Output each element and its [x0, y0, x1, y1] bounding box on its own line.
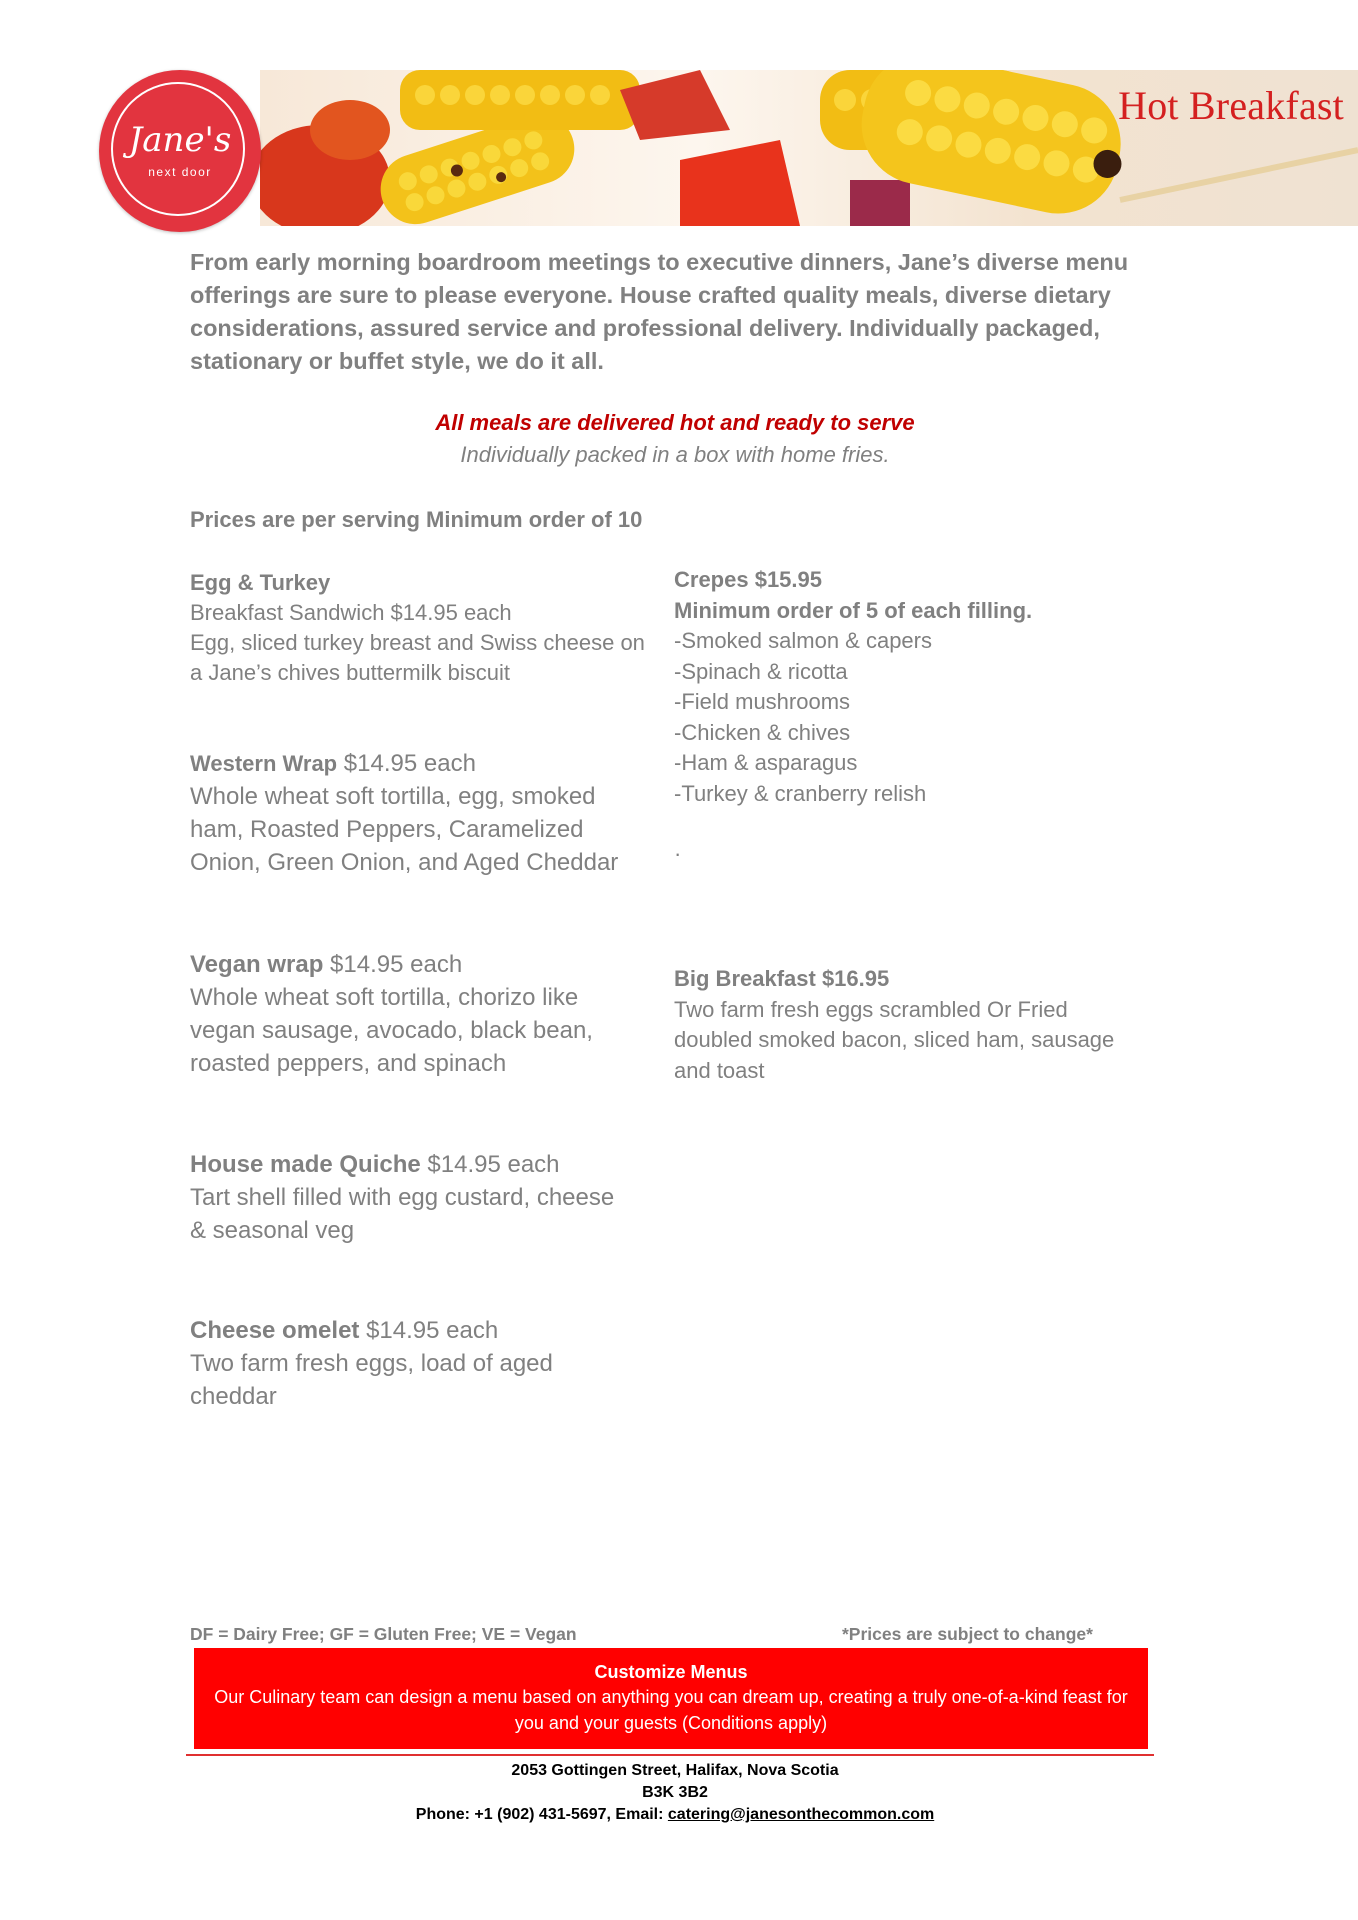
packaging-note: Individually packed in a box with home fries.	[460, 442, 890, 467]
item-line: Whole wheat soft tortilla, egg, smoked	[190, 783, 596, 810]
menu-item-vegan-wrap	[190, 948, 660, 1080]
item-line: Whole wheat soft tortilla, chorizo like	[190, 984, 579, 1011]
item-heading	[190, 1314, 660, 1347]
crepe-filling: -Spinach & ricotta	[674, 658, 848, 684]
item-line: & seasonal veg	[190, 1217, 355, 1244]
menu-item-big-breakfast	[674, 964, 1174, 1086]
diet-legend: DF = Dairy Free; GF = Gluten Free; VE = Vegan	[190, 1624, 577, 1644]
item-price: $14.95 each	[337, 750, 476, 777]
logo-name: Jane's	[128, 120, 232, 160]
crepe-filling: -Field mushrooms	[674, 689, 851, 714]
item-heading	[190, 1148, 660, 1181]
email-link[interactable]: catering@janesonthecommon.com	[667, 1806, 935, 1823]
item-line: and toast	[674, 1057, 765, 1083]
item-name: Western Wrap	[190, 751, 338, 776]
item-name: Cheese omelet	[190, 1317, 360, 1344]
item-price: $14.95 each	[420, 1151, 560, 1178]
intro-paragraph: From early morning boardroom meetings to executive dinners, Jane’s diverse menu offerings are sure to please everyone. House crafted quality meals, diverse dietary considerations, assured service and professional delivery. Individually packaged, stationary or buffet style, we do it all.	[190, 249, 1129, 374]
crepe-filling: -Chicken & chives	[674, 719, 851, 745]
menu-item-crepes	[674, 565, 1174, 870]
item-line: roasted peppers, and spinach	[190, 1050, 507, 1077]
menu-item-egg-turkey	[190, 568, 660, 688]
crepe-filling: -Turkey & cranberry relish	[674, 780, 927, 806]
crepe-filling: -Ham & asparagus	[674, 750, 858, 775]
banner-title: Hot Breakfast	[1118, 83, 1344, 128]
item-line: Breakfast Sandwich $14.95 each	[190, 600, 512, 625]
footer-divider	[186, 1754, 1154, 1756]
crepes-title: Crepes $15.95	[674, 567, 822, 592]
item-price: $14.95 each	[323, 951, 463, 978]
item-line: Tart shell filled with egg custard, cheese	[190, 1184, 615, 1211]
item-heading	[190, 568, 660, 598]
logo-subtitle: next door	[148, 165, 212, 179]
item-heading	[190, 747, 660, 780]
item-line: ham, Roasted Peppers, Caramelized	[190, 816, 584, 843]
item-name: Egg & Turkey	[190, 570, 331, 595]
item-line: vegan sausage, avocado, black bean,	[190, 1017, 593, 1044]
crepes-minimum: Minimum order of 5 of each filling.	[674, 597, 1033, 623]
item-line: cheddar	[190, 1383, 277, 1410]
menu-item-quiche	[190, 1148, 660, 1247]
item-line: Onion, Green Onion, and Aged Cheddar	[190, 849, 619, 876]
item-line: Two farm fresh eggs scrambled Or Fried	[674, 996, 1068, 1022]
item-line: a Jane’s chives buttermilk biscuit	[190, 660, 510, 685]
pricing-note: Prices are per serving Minimum order of 10	[190, 507, 643, 532]
customize-title: Customize Menus	[594, 1662, 748, 1682]
menu-item-cheese-omelet	[190, 1314, 660, 1413]
address-line-2: B3K 3B2	[642, 1784, 708, 1801]
item-line: Egg, sliced turkey breast and Swiss cheese on	[190, 630, 645, 655]
item-name: House made Quiche	[190, 1151, 421, 1178]
item-line: doubled smoked bacon, sliced ham, sausage	[674, 1027, 1115, 1052]
janes-logo	[99, 70, 261, 232]
address-line-1: 2053 Gottingen Street, Halifax, Nova Scotia	[511, 1762, 839, 1779]
phone-label: Phone: +1 (902) 431-5697, Email:	[415, 1806, 668, 1823]
big-breakfast-title: Big Breakfast $16.95	[674, 966, 890, 991]
item-name: Vegan wrap	[190, 951, 324, 978]
item-heading	[190, 948, 660, 981]
bullet-dot: ·	[674, 841, 682, 866]
item-line: Two farm fresh eggs, load of aged	[190, 1350, 553, 1377]
crepe-filling: -Smoked salmon & capers	[674, 628, 932, 653]
item-price: $14.95 each	[359, 1317, 499, 1344]
hot-delivery-note: All meals are delivered hot and ready to serve	[435, 410, 915, 435]
menu-item-western-wrap	[190, 747, 660, 879]
customize-text: Our Culinary team can design a menu based on anything you can dream up, creating a truly one-of-a-kind feast for you and your guests (Conditions apply)	[214, 1687, 1128, 1733]
contact-line	[190, 1804, 1160, 1826]
customize-menus-box	[194, 1648, 1148, 1749]
header-banner	[260, 70, 1358, 226]
price-change-note: *Prices are subject to change*	[842, 1624, 1093, 1644]
